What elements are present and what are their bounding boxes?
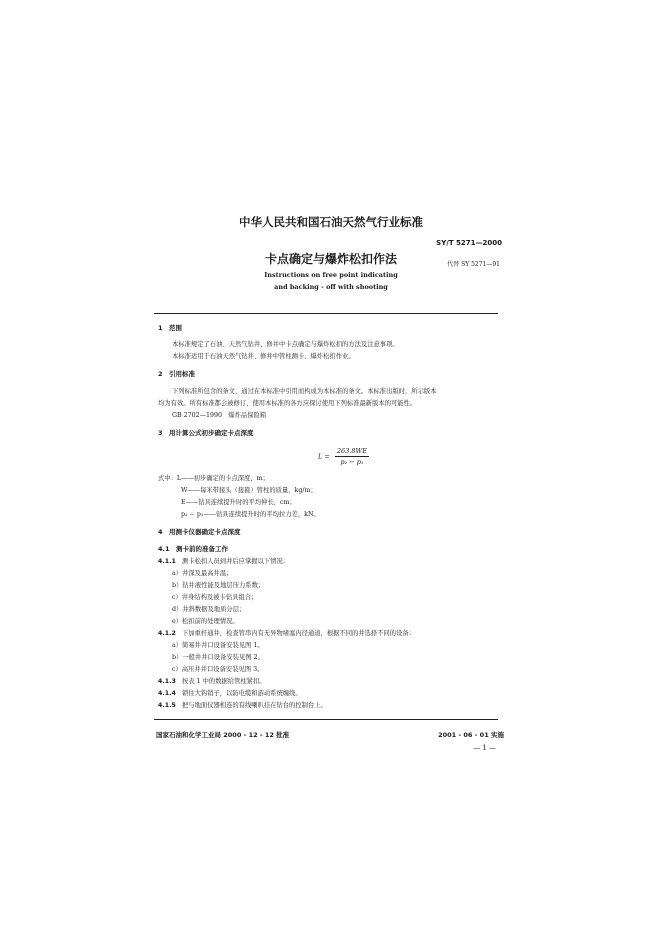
section-4-title: 4 用测卡仪器确定卡点深度 [158, 528, 241, 536]
formula-denominator: p₂ − p₁ [340, 458, 364, 466]
clause-4-1-2 [158, 628, 415, 637]
section-2-para-1a: 下列标准所包含的条文，通过在本标准中引用而构成为本标准的条文。本标准出版时，所示版本 [172, 388, 437, 395]
clause-number: 4.1.2 [158, 630, 176, 637]
list-item: b）一般井井口设备安装见图 2。 [172, 654, 264, 661]
page-number: — 1 — [473, 744, 496, 752]
where-P: p₂ − p₁——钻具连续提升时的平均拉力差，kN。 [181, 511, 320, 518]
where-L: 式中：L——初步确定的卡点深度，m； [158, 475, 269, 482]
english-title [0, 269, 662, 293]
list-item: d）井斜数据及地质分层； [172, 606, 246, 613]
clause-number: 4.1.1 [158, 558, 176, 565]
english-title-line2: and backing - off with shooting [274, 283, 388, 291]
clause-4-1-3 [158, 676, 266, 685]
clause-4-1-5 [158, 700, 327, 709]
section-3-title: 3 用计算公式初步确定卡点深度 [158, 429, 254, 437]
section-2-reference: GB 2702—1990 爆炸品保险箱 [172, 412, 267, 419]
section-4-1-title: 4.1 测卡前的准备工作 [158, 545, 229, 553]
list-item: c）井身结构及被卡钻具组合； [172, 594, 258, 601]
header-rule [154, 313, 498, 314]
section-2-para-1b: 均为有效。所有标准都会被修订，使用本标准的各方应探讨使用下列标准最新版本的可能性。 [158, 400, 417, 407]
clause-4-1-1 [158, 556, 289, 565]
list-item: e）松扣前的处理情况。 [172, 618, 239, 625]
clause-number: 4.1.3 [158, 678, 176, 685]
clause-text: 下加重杆通井，检查管串内有无异物堵塞内径通道，根据不同的井选择不同的设备： [182, 630, 415, 637]
clause-text: 把与地面仪器相连的有线喇叭挂在钻台的控制台上。 [182, 702, 327, 709]
where-E: E——钻具连续提升时的平均伸长，cm； [181, 499, 296, 506]
section-2-title: 2 引用标准 [158, 370, 196, 378]
formula [318, 447, 369, 466]
org-standard-title: 中华人民共和国石油天然气行业标准 [239, 215, 423, 229]
clause-number: 4.1.5 [158, 702, 176, 709]
list-item: a）简易井井口设备安装见图 1。 [172, 642, 264, 649]
formula-numerator: 263.8WE [336, 447, 367, 455]
approval-line: 国家石油和化学工业局 2000 - 12 - 12 批准 [156, 731, 290, 739]
list-item: a）井深及最高井温； [172, 570, 233, 577]
section-1-para-2: 本标准适用于石油天然气钻井、修井中管柱测卡、爆炸松扣作业。 [172, 353, 355, 360]
formula-fraction [335, 447, 369, 466]
effective-date: 2001 - 06 - 01 实施 [438, 731, 504, 739]
english-title-line1: Instructions on free point indicating [264, 271, 398, 279]
clause-text: 锁住大钩销子，以防电缆和游动系统缠绕。 [182, 690, 302, 697]
clause-number: 4.1.4 [158, 690, 176, 697]
footer-rule [154, 719, 498, 720]
list-item: c）高压井井口设备安装见图 3。 [172, 666, 264, 673]
formula-lhs: L = [318, 452, 330, 461]
clause-text: 按表 1 中的数据给管柱紧扣。 [182, 678, 266, 685]
where-W: W——每米带接头（接箍）管柱的质量，kg/m； [181, 487, 317, 494]
standard-number: SY/T 5271—2000 [436, 239, 502, 247]
section-1-title: 1 范围 [158, 324, 183, 332]
clause-4-1-4 [158, 688, 302, 697]
replaces-standard: 代替 SY 5271—91 [447, 261, 500, 268]
clause-text: 测卡松扣人员到井后应掌握以下情况： [182, 558, 290, 565]
section-1-para-1: 本标准规定了石油、天然气钻井、修井中卡点确定与爆炸松扣的方法及注意事项。 [172, 341, 399, 348]
list-item: b）钻井液性能及地层压力系数； [172, 582, 265, 589]
document-title: 卡点确定与爆炸松扣作法 [264, 252, 397, 266]
